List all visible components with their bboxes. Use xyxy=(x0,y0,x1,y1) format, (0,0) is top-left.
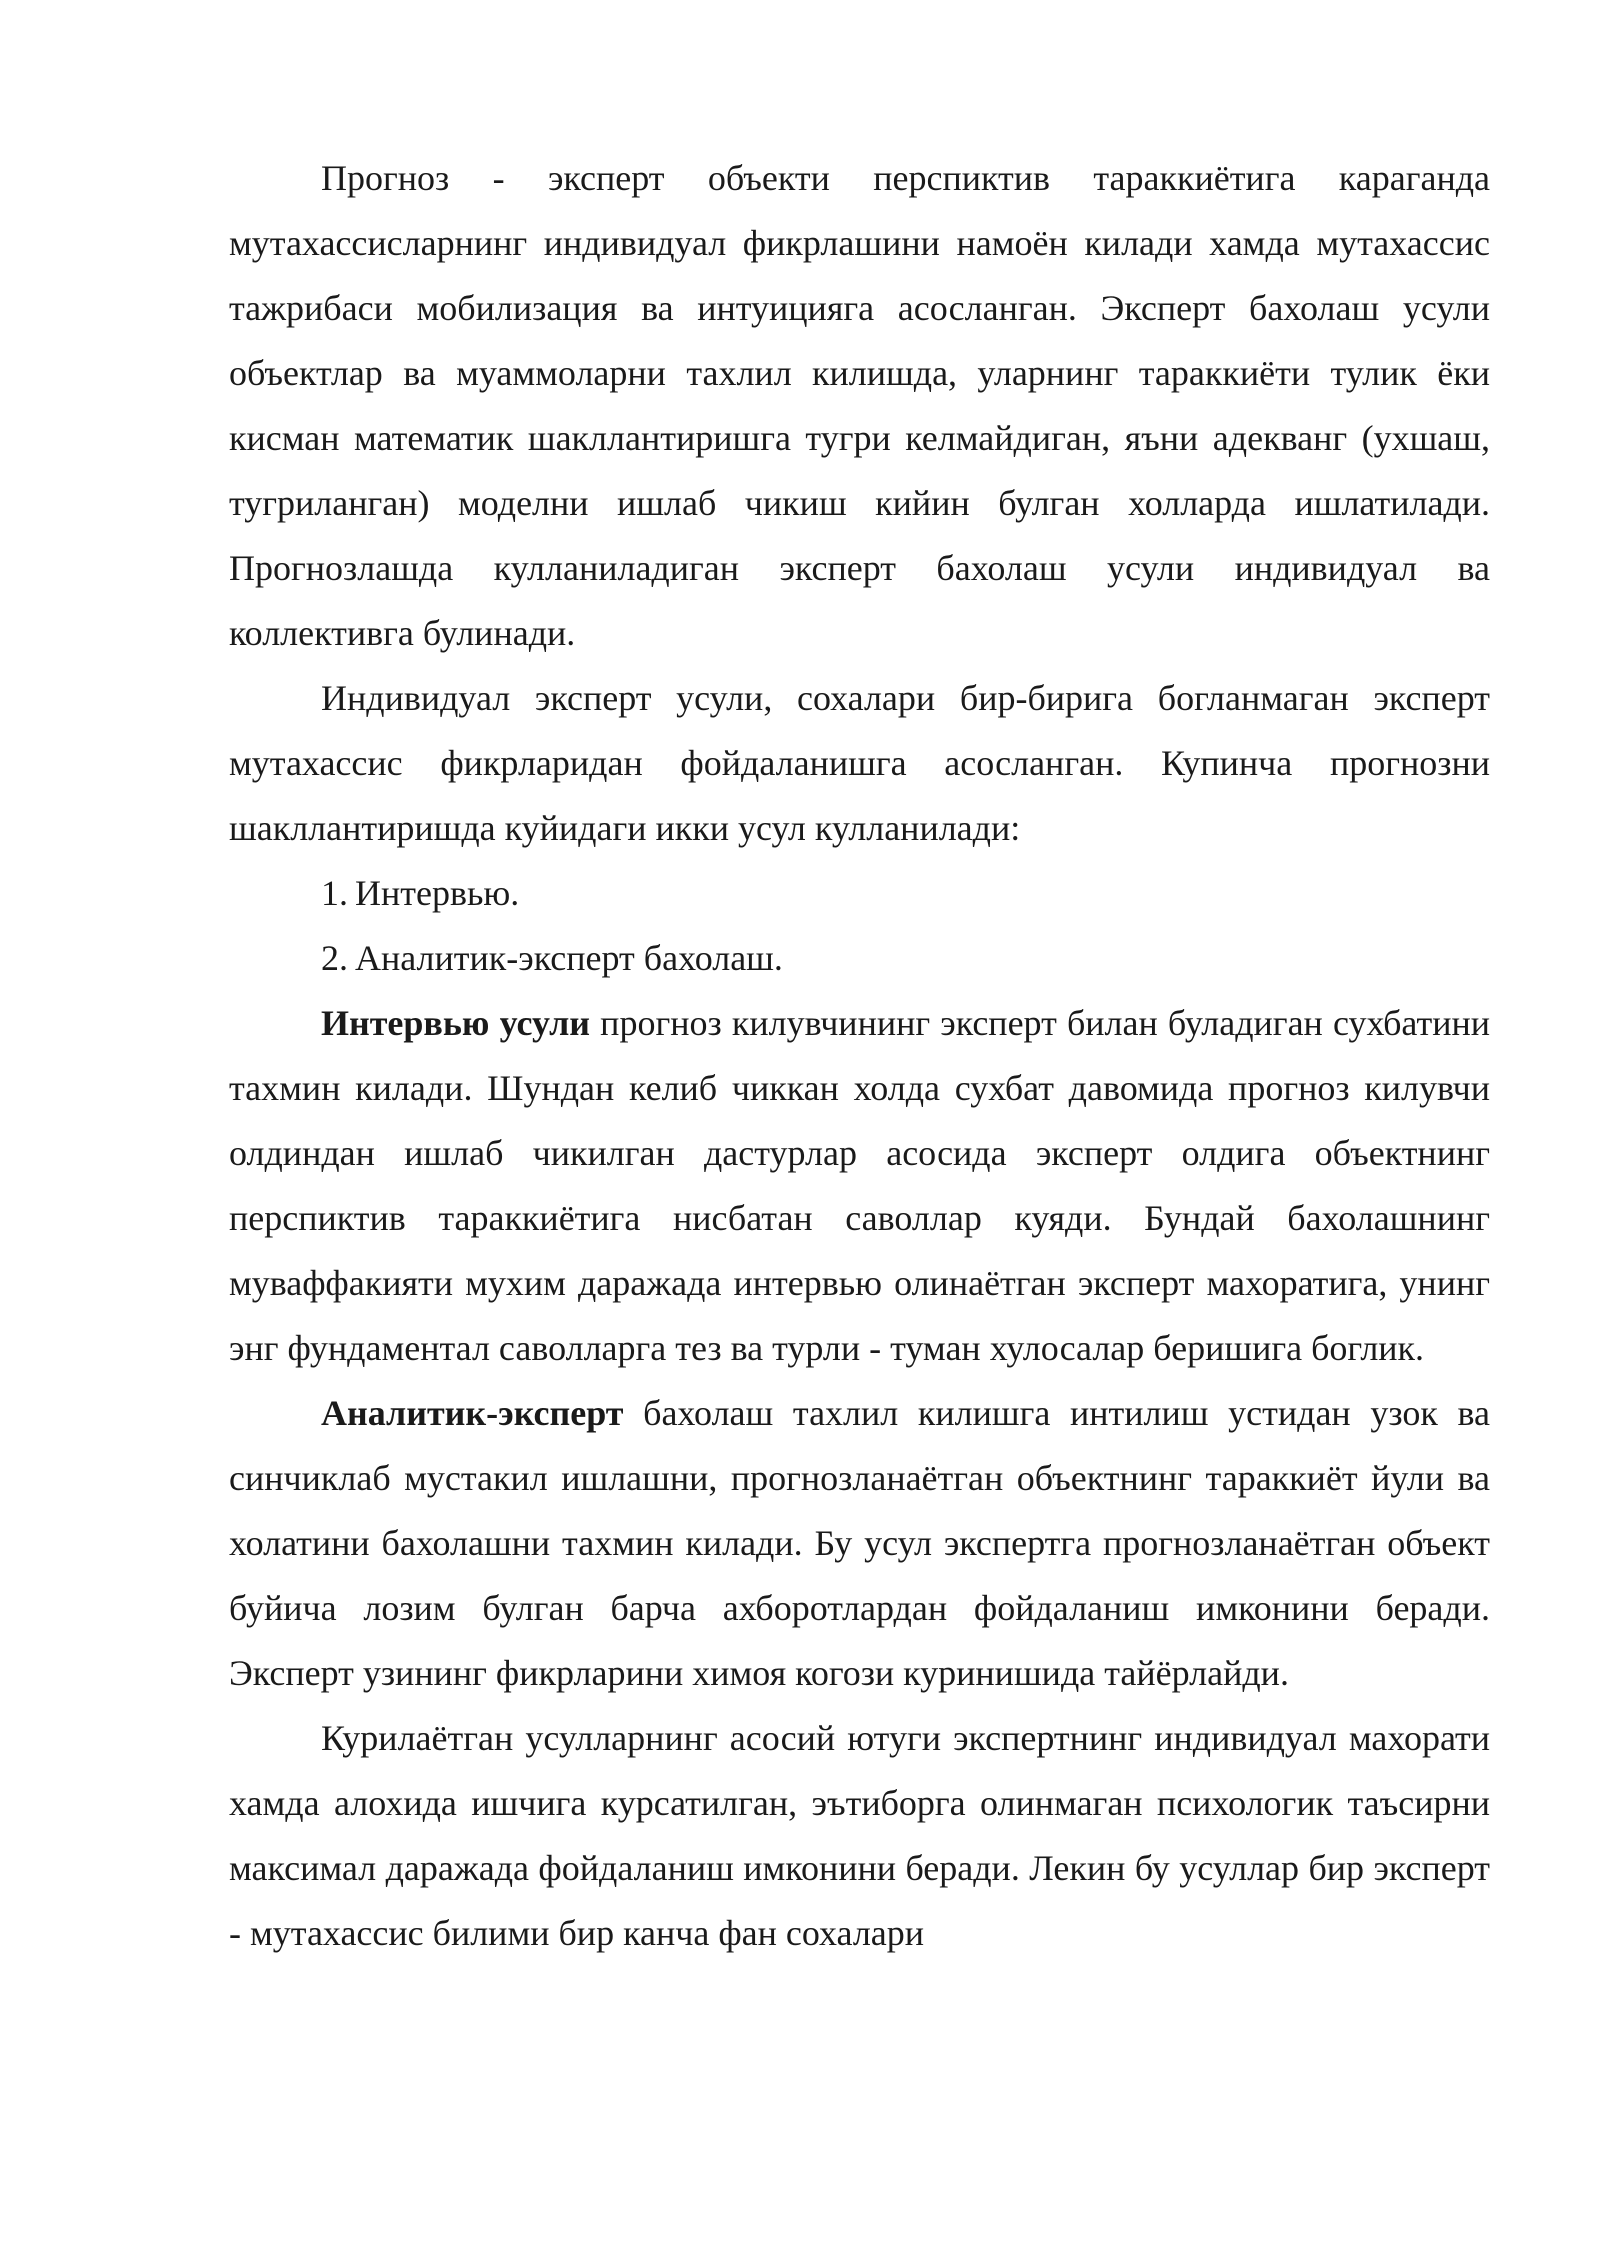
list-item-number: 2. xyxy=(321,938,348,978)
paragraph-interview-method xyxy=(229,991,1490,1381)
paragraph-interview-text: прогноз килувчининг эксперт билан буладиган сухбатини тахмин килади. Шундан келиб чиккан холда сухбат давомида прогноз килувчи олдиндан ишлаб чикилган дастурлар асосида эксперт олдига объектнинг перспиктив тараккиётига нисбатан саволлар куяди. Бундай бахолашнинг муваффакияти мухим даражада интервью олинаётган эксперт махоратига, унинг энг фундаментал саволларга тез ва турли - туман хулосалар беришига боглик. xyxy=(229,1003,1490,1368)
paragraph-analytic-method xyxy=(229,1381,1490,1706)
list-item xyxy=(229,926,1490,991)
bold-term-analytic: Аналитик-эксперт xyxy=(321,1393,624,1433)
bold-term-interview: Интервью усули xyxy=(321,1003,591,1043)
paragraph-forecast-definition: Прогноз - эксперт объекти перспиктив тараккиётига караганда мутахассисларнинг индивидуал фикрлашини намоён килади хамда мутахассис тажрибаси мобилизация ва интуицияга асосланган. Эксперт бахолаш усули объектлар ва муаммоларни тахлил килишда, уларнинг тараккиёти тулик ёки кисман математик шакллантиришга тугри келмайдиган, яъни адекванг (ухшаш, тугриланган) моделни ишлаб чикиш кийин булган холларда ишлатилади. Прогнозлашда кулланиладиган эксперт бахолаш усули индивидуал ва коллективга булинади. xyxy=(229,158,1490,653)
list-item xyxy=(229,861,1490,926)
list-item-text: Аналитик-эксперт бахолаш. xyxy=(355,938,783,978)
paragraph-advantages: Курилаётган усулларнинг асосий ютуги экспертнинг индивидуал махорати хамда алохида ишчига курсатилган, эътиборга олинмаган психологик таъсирни максимал даражада фойдаланиш имконини беради. Лекин бу усуллар бир эксперт - мутахассис билими бир канча фан сохалари xyxy=(229,1718,1490,1953)
paragraph-analytic-text: бахолаш тахлил килишга интилиш устидан узок ва синчиклаб мустакил ишлашни, прогнозланаётган объектнинг тараккиёт йули ва холатини бахолашни тахмин килади. Бу усул экспертга прогнозланаётган объект буйича лозим булган барча ахборотлардан фойдаланиш имконини беради. Эксперт узининг фикрларини химоя когози куринишида тайёрлайди. xyxy=(229,1393,1490,1693)
list-item-number: 1. xyxy=(321,873,348,913)
paragraph-individual-method: Индивидуал эксперт усули, сохалари бир-бирига богланмаган эксперт мутахассис фикрларидан фойдаланишга асосланган. Купинча прогнозни шакллантиришда куйидаги икки усул кулланилади: xyxy=(229,678,1490,848)
document-page xyxy=(229,146,1490,1966)
list-item-text: Интервью. xyxy=(355,873,520,913)
